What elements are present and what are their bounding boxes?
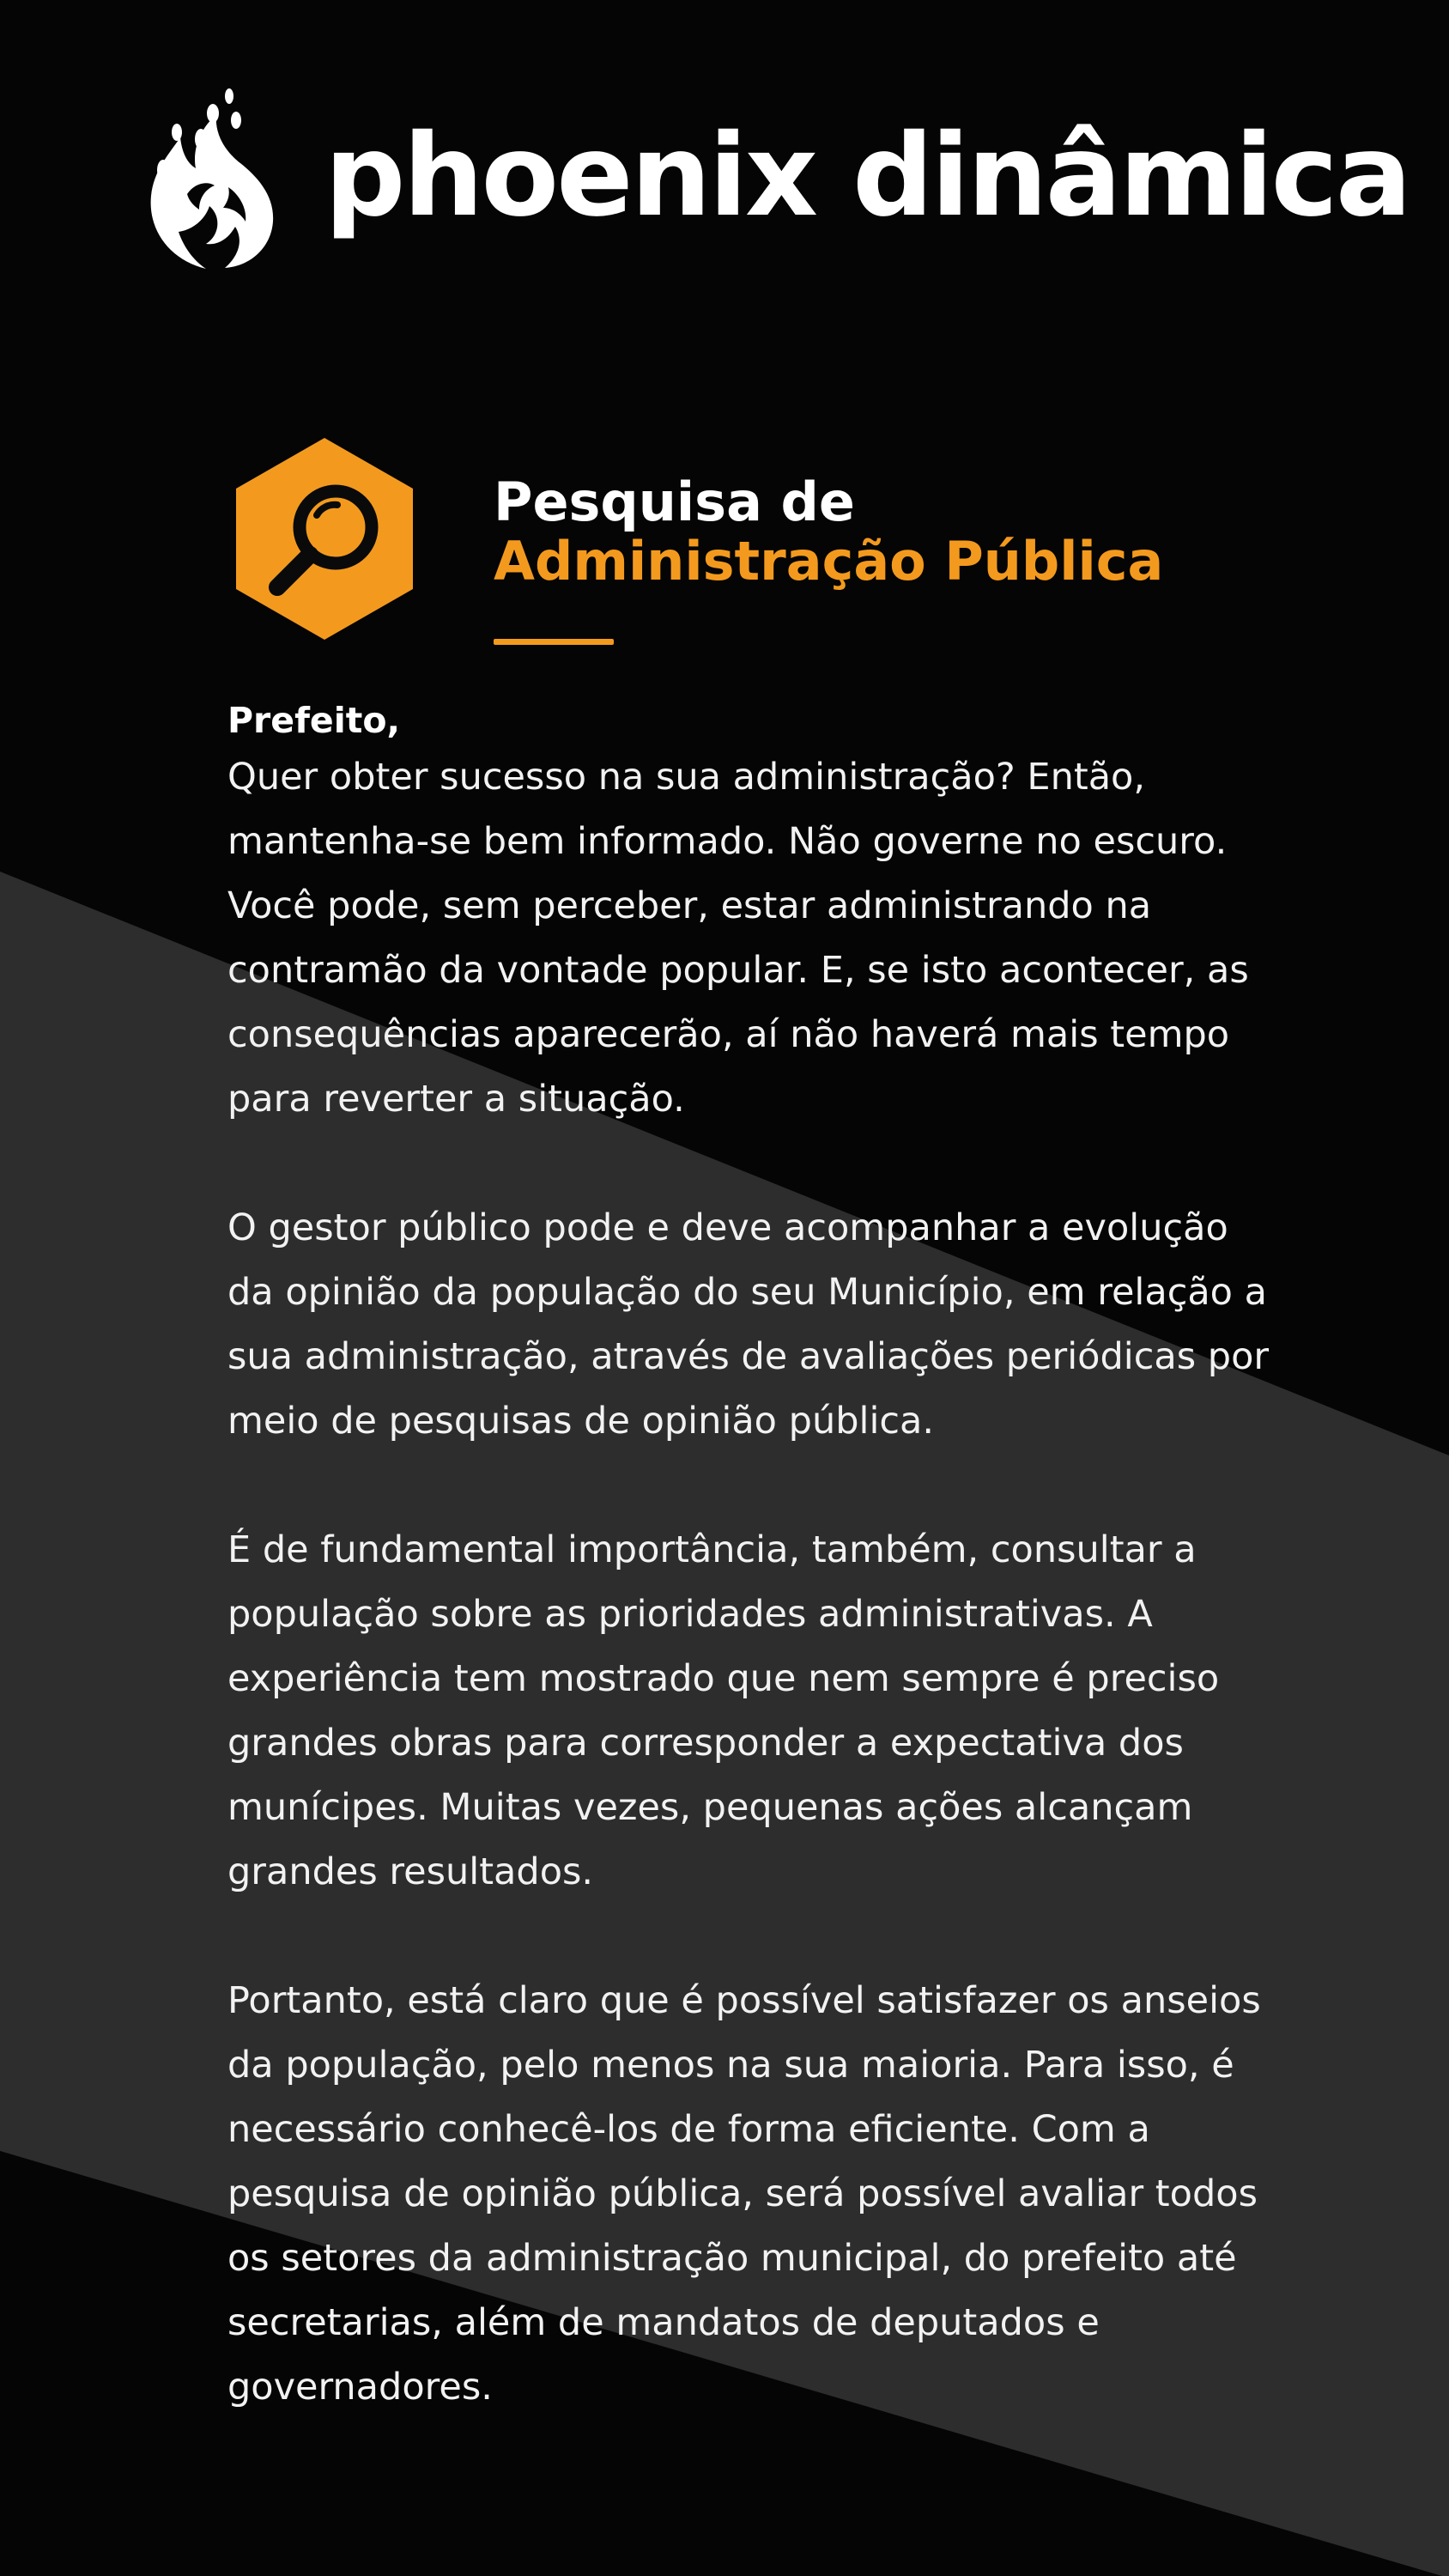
title-underline: [494, 639, 614, 645]
paragraph-2: O gestor público pode e deve acompanhar a evolução da opinião da população do seu Município, em relação a sua administração, através de avaliações periódicas por meio de pesquisas de opinião pública.: [227, 1206, 1270, 1443]
brand-header: [146, 82, 1410, 270]
phoenix-flame-icon: [146, 84, 283, 269]
magnifier-hexagon-icon: [236, 438, 413, 640]
brand-name: phoenix dinâmica: [324, 110, 1410, 242]
title-text: [494, 472, 1163, 592]
paragraph-3: É de fundamental importância, também, consultar a população sobre as prioridades administrativas. A experiência tem mostrado que nem sempre é preciso grandes obras para corresponder a expectativa dos munícipes. Muitas vezes, pequenas ações alcançam grandes resultados.: [227, 1528, 1220, 1893]
paragraph-1: Quer obter sucesso na sua administração? Então, mantenha-se bem informado. Não governe no escuro. Você pode, sem perceber, estar administrando na contramão da vontade popular. E, se isto acontecer, as consequências aparecerão, aí não haverá mais tempo para reverter a situação.: [227, 756, 1249, 1121]
paragraph-4: Portanto, está claro que é possível satisfazer os anseios da população, pelo menos na sua maioria. Para isso, é necessário conhecê-los de forma eficiente. Com a pesquisa de opinião pública, será possível avaliar todos os setores da administração municipal, do prefeito até secretarias, além de mandatos de deputados e governadores.: [227, 1979, 1261, 2409]
title-line-1: Pesquisa de: [494, 471, 855, 533]
title-line-2: Administração Pública: [494, 530, 1164, 593]
greeting: Prefeito,: [227, 700, 401, 741]
body-content: [227, 696, 1275, 2420]
section-title: [236, 438, 1266, 644]
